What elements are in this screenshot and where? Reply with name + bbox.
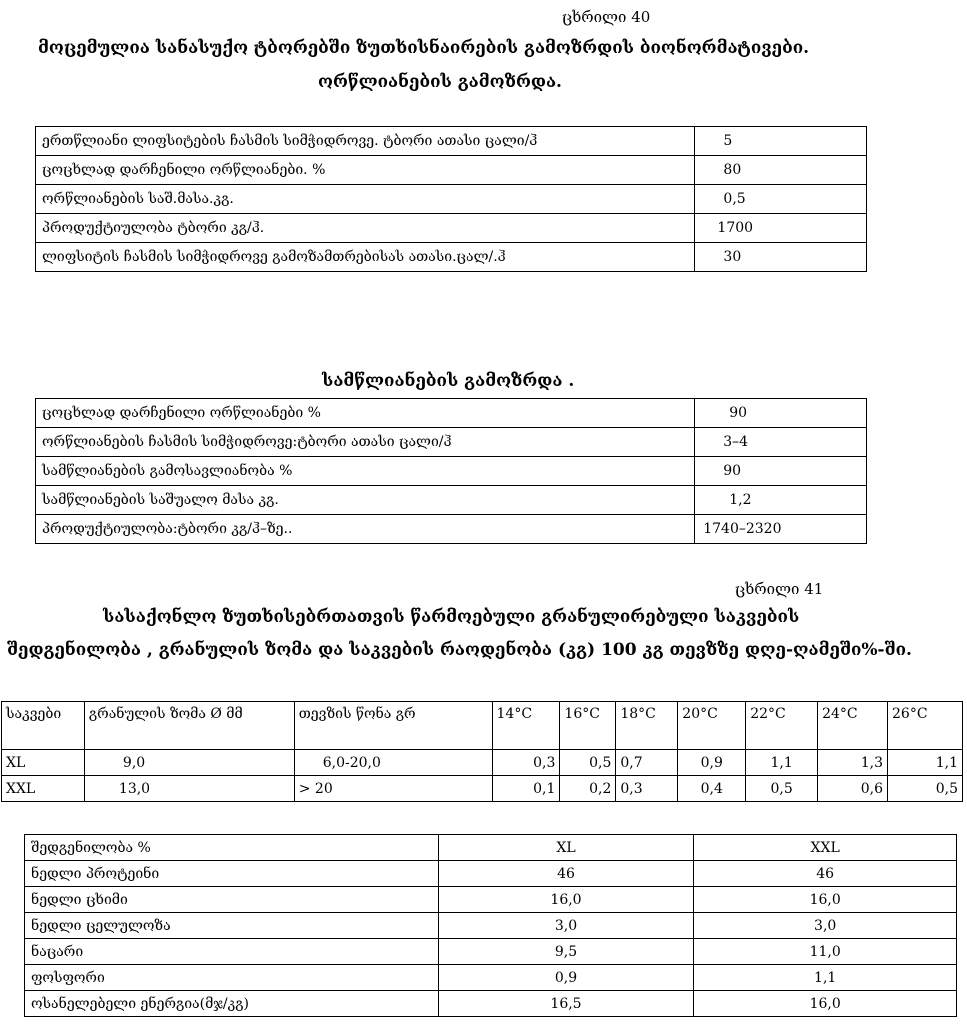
- header-cell: XL: [438, 835, 694, 861]
- table-row: [25, 939, 957, 965]
- row-label: ცოცხლად დარჩენილი ორწლიანები. %: [36, 156, 695, 185]
- table40-title-line1: მოცემულია სანასუქო ტბორებში ზუთხისნაირების გამოზრდის ბიონორმატივები.: [38, 38, 810, 58]
- cell: ნედლი პროტეინი: [25, 861, 439, 887]
- header-cell: 22°C: [746, 702, 818, 750]
- header-cell: თევზის წონა გრ: [294, 702, 492, 750]
- composition-table: [24, 834, 957, 1017]
- header-cell: გრანულის ზომა Ø მმ: [84, 702, 294, 750]
- row-label: ლიფსიტის ჩასმის სიმჭიდროვე გამოზამთრებისას ათასი.ცალ/.ჰ: [36, 243, 695, 272]
- cell: 16,0: [694, 991, 957, 1017]
- row-value: 80: [695, 156, 867, 185]
- table41-caption: ცხრილი 41: [735, 580, 824, 598]
- cell: 0,9: [678, 750, 746, 776]
- cell: 9,0: [84, 750, 294, 776]
- cell: ფოსფორი: [25, 965, 439, 991]
- table-row: [2, 776, 963, 802]
- cell: 0,9: [438, 965, 694, 991]
- cell: 16,0: [438, 887, 694, 913]
- row-value: 5: [695, 127, 867, 156]
- cell: 0,3: [616, 776, 678, 802]
- cell: 0,5: [746, 776, 818, 802]
- table-row: [36, 486, 867, 515]
- header-cell: 26°C: [888, 702, 963, 750]
- cell: 46: [438, 861, 694, 887]
- header-cell: 16°C: [560, 702, 616, 750]
- header-cell: XXL: [694, 835, 957, 861]
- cell: 0,4: [678, 776, 746, 802]
- table40-title-line2: ორწლიანების გამოზრდა.: [318, 72, 562, 92]
- row-label: ცოცხლად დარჩენილი ორწლიანები %: [36, 399, 695, 428]
- cell: 9,5: [438, 939, 694, 965]
- table41: [1, 701, 963, 802]
- cell: 0,7: [616, 750, 678, 776]
- table-row: [36, 399, 867, 428]
- cell: 0,2: [560, 776, 616, 802]
- cell: 0,3: [492, 750, 560, 776]
- row-value: 1700: [695, 214, 867, 243]
- row-value: 1740–2320: [695, 515, 867, 544]
- cell: 16,0: [694, 887, 957, 913]
- header-cell: 20°C: [678, 702, 746, 750]
- cell: ნედლი ცელულოზა: [25, 913, 439, 939]
- table-row: [25, 991, 957, 1017]
- table-row: [25, 887, 957, 913]
- cell: 46: [694, 861, 957, 887]
- cell: 11,0: [694, 939, 957, 965]
- cell: XXL: [2, 776, 85, 802]
- cell: 13,0: [84, 776, 294, 802]
- cell: 3,0: [438, 913, 694, 939]
- cell: 0,6: [818, 776, 888, 802]
- header-cell: შედგენილობა %: [25, 835, 439, 861]
- table-row: [36, 243, 867, 272]
- cell: 0,1: [492, 776, 560, 802]
- cell: > 20: [294, 776, 492, 802]
- table-header-row: [25, 835, 957, 861]
- table41-title-line2: შედგენილობა , გრანულის ზომა და საკვების რაოდენობა (კგ) 100 კგ თევზზე დღე-ღამეში%-ში.: [7, 640, 912, 660]
- table-row: [36, 515, 867, 544]
- header-cell: საკვები: [2, 702, 85, 750]
- row-label: სამწლიანების გამოსავლიანობა %: [36, 457, 695, 486]
- cell: 0,5: [560, 750, 616, 776]
- table-row: [25, 861, 957, 887]
- cell: 1,1: [694, 965, 957, 991]
- table-header-row: [2, 702, 963, 750]
- cell: 1,1: [888, 750, 963, 776]
- row-label: ორწლიანების ჩასმის სიმჭიდროვე:ტბორი ათასი ცალი/ჰ: [36, 428, 695, 457]
- row-label: სამწლიანების საშუალო მასა კგ.: [36, 486, 695, 515]
- row-label: ერთწლიანი ლიფსიტების ჩასმის სიმჭიდროვე. ტბორი ათასი ცალი/ჰ: [36, 127, 695, 156]
- table40-caption: ცხრილი 40: [562, 8, 651, 26]
- table-row: [25, 965, 957, 991]
- cell: ნაცარი: [25, 939, 439, 965]
- table-row: [36, 457, 867, 486]
- header-cell: 14°C: [492, 702, 560, 750]
- row-value: 3–4: [695, 428, 867, 457]
- table40: [35, 126, 867, 272]
- cell: ოსანელებელი ენერგია(მჯ/კგ): [25, 991, 439, 1017]
- header-cell: 24°C: [818, 702, 888, 750]
- cell: 0,5: [888, 776, 963, 802]
- row-value: 90: [695, 399, 867, 428]
- three-year-table: [35, 398, 867, 544]
- row-value: 90: [695, 457, 867, 486]
- table-row: [36, 214, 867, 243]
- row-value: 0,5: [695, 185, 867, 214]
- three-year-title: სამწლიანების გამოზრდა .: [322, 371, 575, 391]
- cell: 6,0-20,0: [294, 750, 492, 776]
- cell: ნედლი ცხიმი: [25, 887, 439, 913]
- table-row: [36, 127, 867, 156]
- row-label: პროდუქტიულობა:ტბორი კგ/ჰ–ზე..: [36, 515, 695, 544]
- header-cell: 18°C: [616, 702, 678, 750]
- row-label: პროდუქტიულობა ტბორი კგ/ჰ.: [36, 214, 695, 243]
- row-label: ორწლიანების საშ.მასა.კგ.: [36, 185, 695, 214]
- row-value: 30: [695, 243, 867, 272]
- row-value: 1,2: [695, 486, 867, 515]
- table-row: [36, 185, 867, 214]
- cell: 1,3: [818, 750, 888, 776]
- cell: 3,0: [694, 913, 957, 939]
- table-row: [25, 913, 957, 939]
- cell: 1,1: [746, 750, 818, 776]
- table-row: [2, 750, 963, 776]
- table-row: [36, 156, 867, 185]
- cell: 16,5: [438, 991, 694, 1017]
- cell: XL: [2, 750, 85, 776]
- table41-title-line1: სასაქონლო ზუთხისებრთათვის წარმოებული გრანულირებული საკვების: [103, 607, 800, 627]
- table-row: [36, 428, 867, 457]
